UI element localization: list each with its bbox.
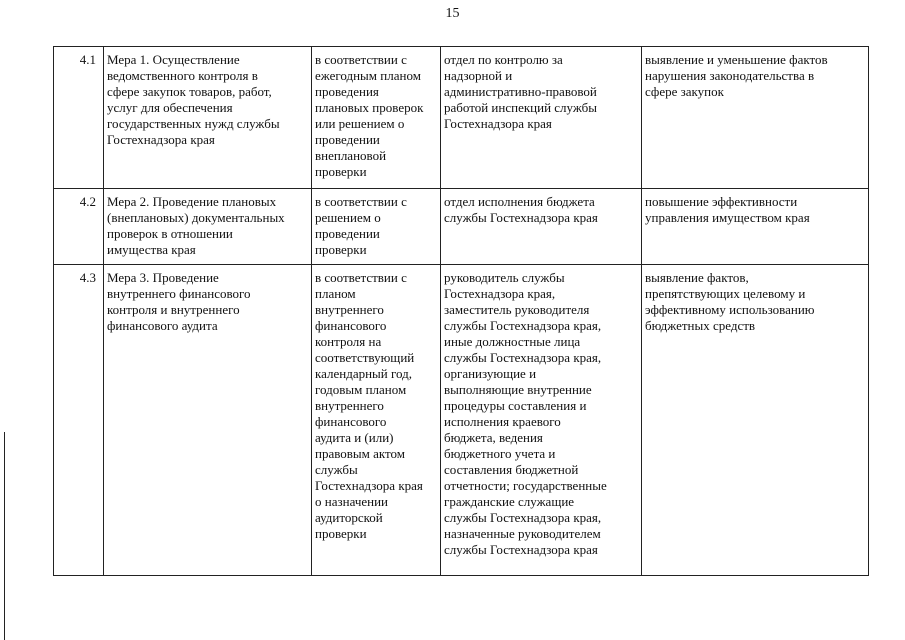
- result-cell: выявление фактов, препятствующих целевому и эффективному использованию бюджетных средств: [642, 265, 869, 576]
- responsible-cell: руководитель службы Гостехнадзора края, заместитель руководителя службы Гостехнадзора края, иные должностные лица службы Гостехнадзора края, организующие и выполняющие внутренние процедуры составления и исполнения краевого бюджета, ведения бюджетного учета и составления бюджетной отчетности; государственные гражданские служащие службы Гостехнадзора края, назначенные руководителем службы Гостехнадзора края: [441, 265, 642, 576]
- result-cell: повышение эффективности управления имуществом края: [642, 189, 869, 265]
- row-number: 4.1: [54, 47, 104, 189]
- measures-table: [53, 46, 869, 576]
- margin-rule: [4, 432, 5, 640]
- term-cell: в соответствии с ежегодным планом проведения плановых проверок или решением о проведении внеплановой проверки: [312, 47, 441, 189]
- term-cell: в соответствии с решением о проведении проверки: [312, 189, 441, 265]
- measure-cell: Мера 3. Проведение внутреннего финансового контроля и внутреннего финансового аудита: [104, 265, 312, 576]
- measure-cell: Мера 2. Проведение плановых (внеплановых) документальных проверок в отношении имущества края: [104, 189, 312, 265]
- page-number: 15: [445, 6, 460, 21]
- measure-cell: Мера 1. Осуществление ведомственного контроля в сфере закупок товаров, работ, услуг для обеспечения государственных нужд службы Гостехнадзора края: [104, 47, 312, 189]
- table-row: [54, 265, 869, 576]
- responsible-cell: отдел по контролю за надзорной и административно-правовой работой инспекций службы Гостехнадзора края: [441, 47, 642, 189]
- responsible-cell: отдел исполнения бюджета службы Гостехнадзора края: [441, 189, 642, 265]
- table-row: [54, 189, 869, 265]
- result-cell: выявление и уменьшение фактов нарушения законодательства в сфере закупок: [642, 47, 869, 189]
- row-number: 4.3: [54, 265, 104, 576]
- term-cell: в соответствии с планом внутреннего финансового контроля на соответствующий календарный год, годовым планом внутреннего финансового аудита и (или) правовым актом службы Гостехнадзора края о назначении аудиторской проверки: [312, 265, 441, 576]
- row-number: 4.2: [54, 189, 104, 265]
- table-row: [54, 47, 869, 189]
